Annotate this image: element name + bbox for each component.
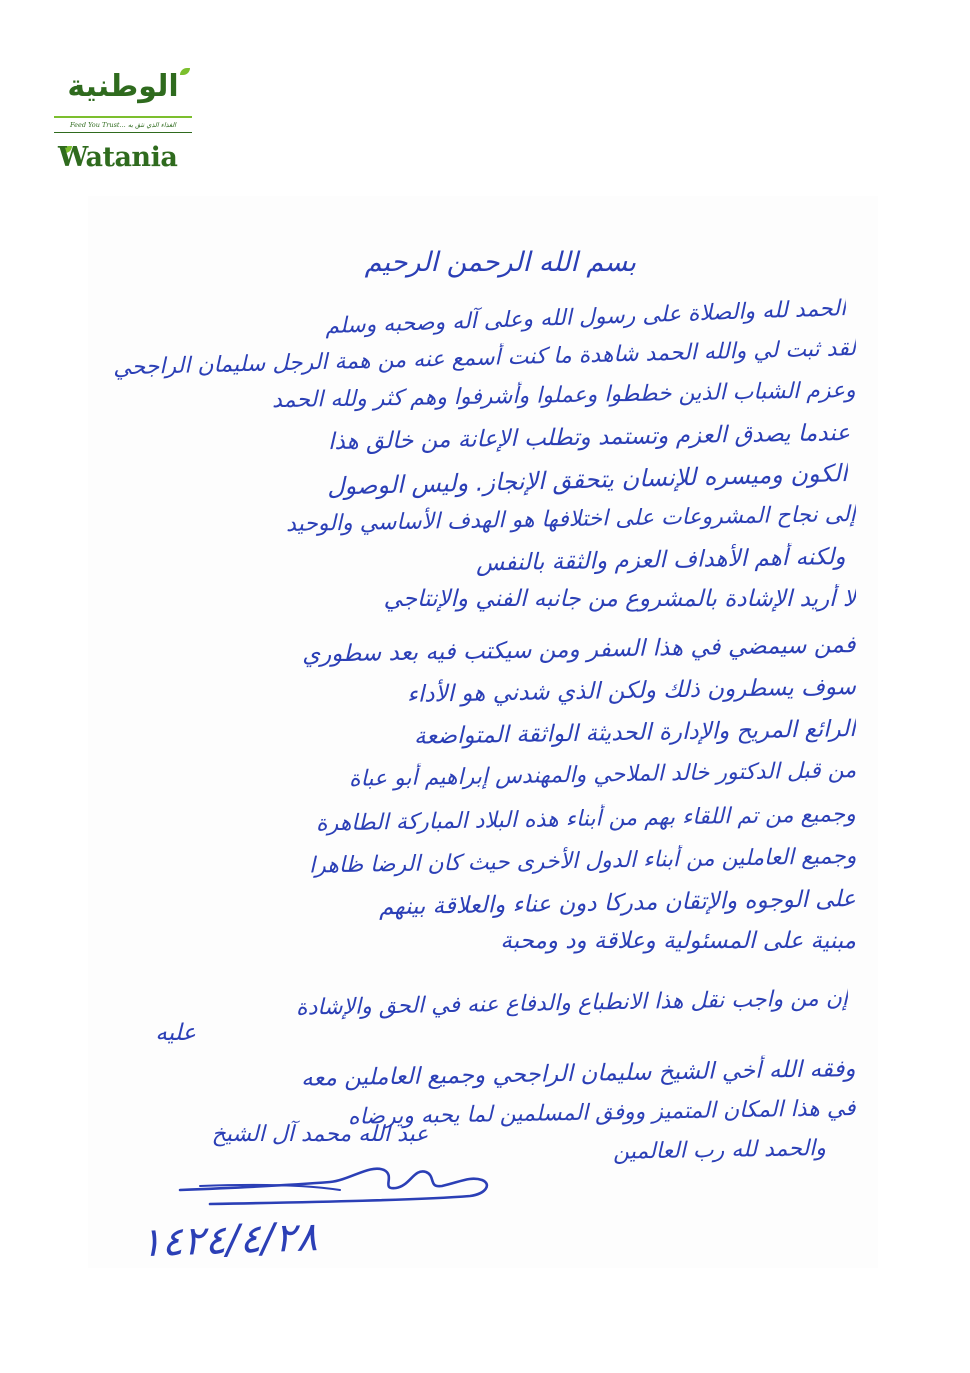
letter-line: إلى نجاح المشروعات على اختلافها هو الهدف الأساسي والوحيد [286, 502, 857, 537]
letter-line: وجميع من تم اللقاء بهم من أبناء هذه البلاد المباركة الطاهرة [316, 802, 857, 837]
letter-line: لا أريد الإشادة بالمشروع من جانبه الفني والإنتاجي [383, 586, 856, 612]
watania-logo [52, 62, 194, 180]
letter-line: من قبل الدكتور خالد الملاحي والمهندس إبراهيم أبو عباة [348, 758, 857, 792]
letter-line: والحمد لله رب العالمين [612, 1136, 827, 1165]
letter-line: عليه [155, 1020, 196, 1046]
letter-date: ١٤٢٤/٤/٢٨ [139, 1214, 319, 1267]
letter-line: ولكنه أهم الأهداف العزم والثقة بالنفس [476, 544, 847, 577]
basmala: بسم الله الرحمن الرحيم [364, 247, 636, 278]
logo-english-wordmark: Watania [58, 142, 178, 173]
letter-line: وفقه الله أخي الشيخ سليمان الراجحي وجميع العاملين معه [301, 1056, 857, 1092]
letter-line: فمن سيمضي في هذا السفر ومن سيكتب فيه بعد سطوري [302, 632, 857, 668]
letter-line: إن من واجب نقل هذا الانطباع والدفاع عنه في الحق والإشادة [295, 986, 849, 1021]
letter-line: الرائع المريح والإدارة الحديثة الواثقة المتواضعة [414, 716, 857, 750]
logo-divider [54, 116, 192, 118]
letter-line: لقد ثبت لي والله الحمد شاهدة ما كنت أسمع عنه من همة الرجل سليمان الراجحي [112, 336, 857, 381]
letter-line: وعزم الشباب الذين خططوا وعملوا وأشرفوا وهم كثر ولله الحمد [272, 378, 857, 414]
logo-divider [54, 132, 192, 133]
signature-name: عبد الله محمد آل الشيخ [211, 1122, 429, 1147]
logo-tagline: Feed You Trust... الغذاء الذي تثق به [70, 121, 176, 129]
handwritten-letter [96, 228, 856, 1188]
letter-line: الكون وميسره للإنسان يتحقق الإنجاز. وليس الوصول [327, 459, 849, 501]
letter-line: مبنية على المسئولية وعلاقة ود ومحبة [500, 928, 856, 954]
letter-line: الحمد لله والصلاة على رسول الله وعلى آله وصحبه وسلم [324, 296, 847, 340]
letter-line: في هذا المكان المتميز ووفق المسلمين لما يحبه ويرضاه [348, 1096, 857, 1130]
letter-line: عندما يصدق العزم وتستمد وتطلب الإعانة من خالق هذا [327, 420, 851, 456]
letter-line: على الوجوه والإتقان مدركا دون عناء والعلاقة بينهم [379, 886, 857, 921]
letter-line: سوف يسطرون ذلك ولكن الذي شدني هو الأداء [406, 674, 857, 708]
letter-line: وجميع العاملين من أبناء الدول الأخرى حيث كان الرضا ظاهرا [308, 844, 857, 879]
logo-arabic-wordmark: الوطنية [67, 69, 179, 104]
